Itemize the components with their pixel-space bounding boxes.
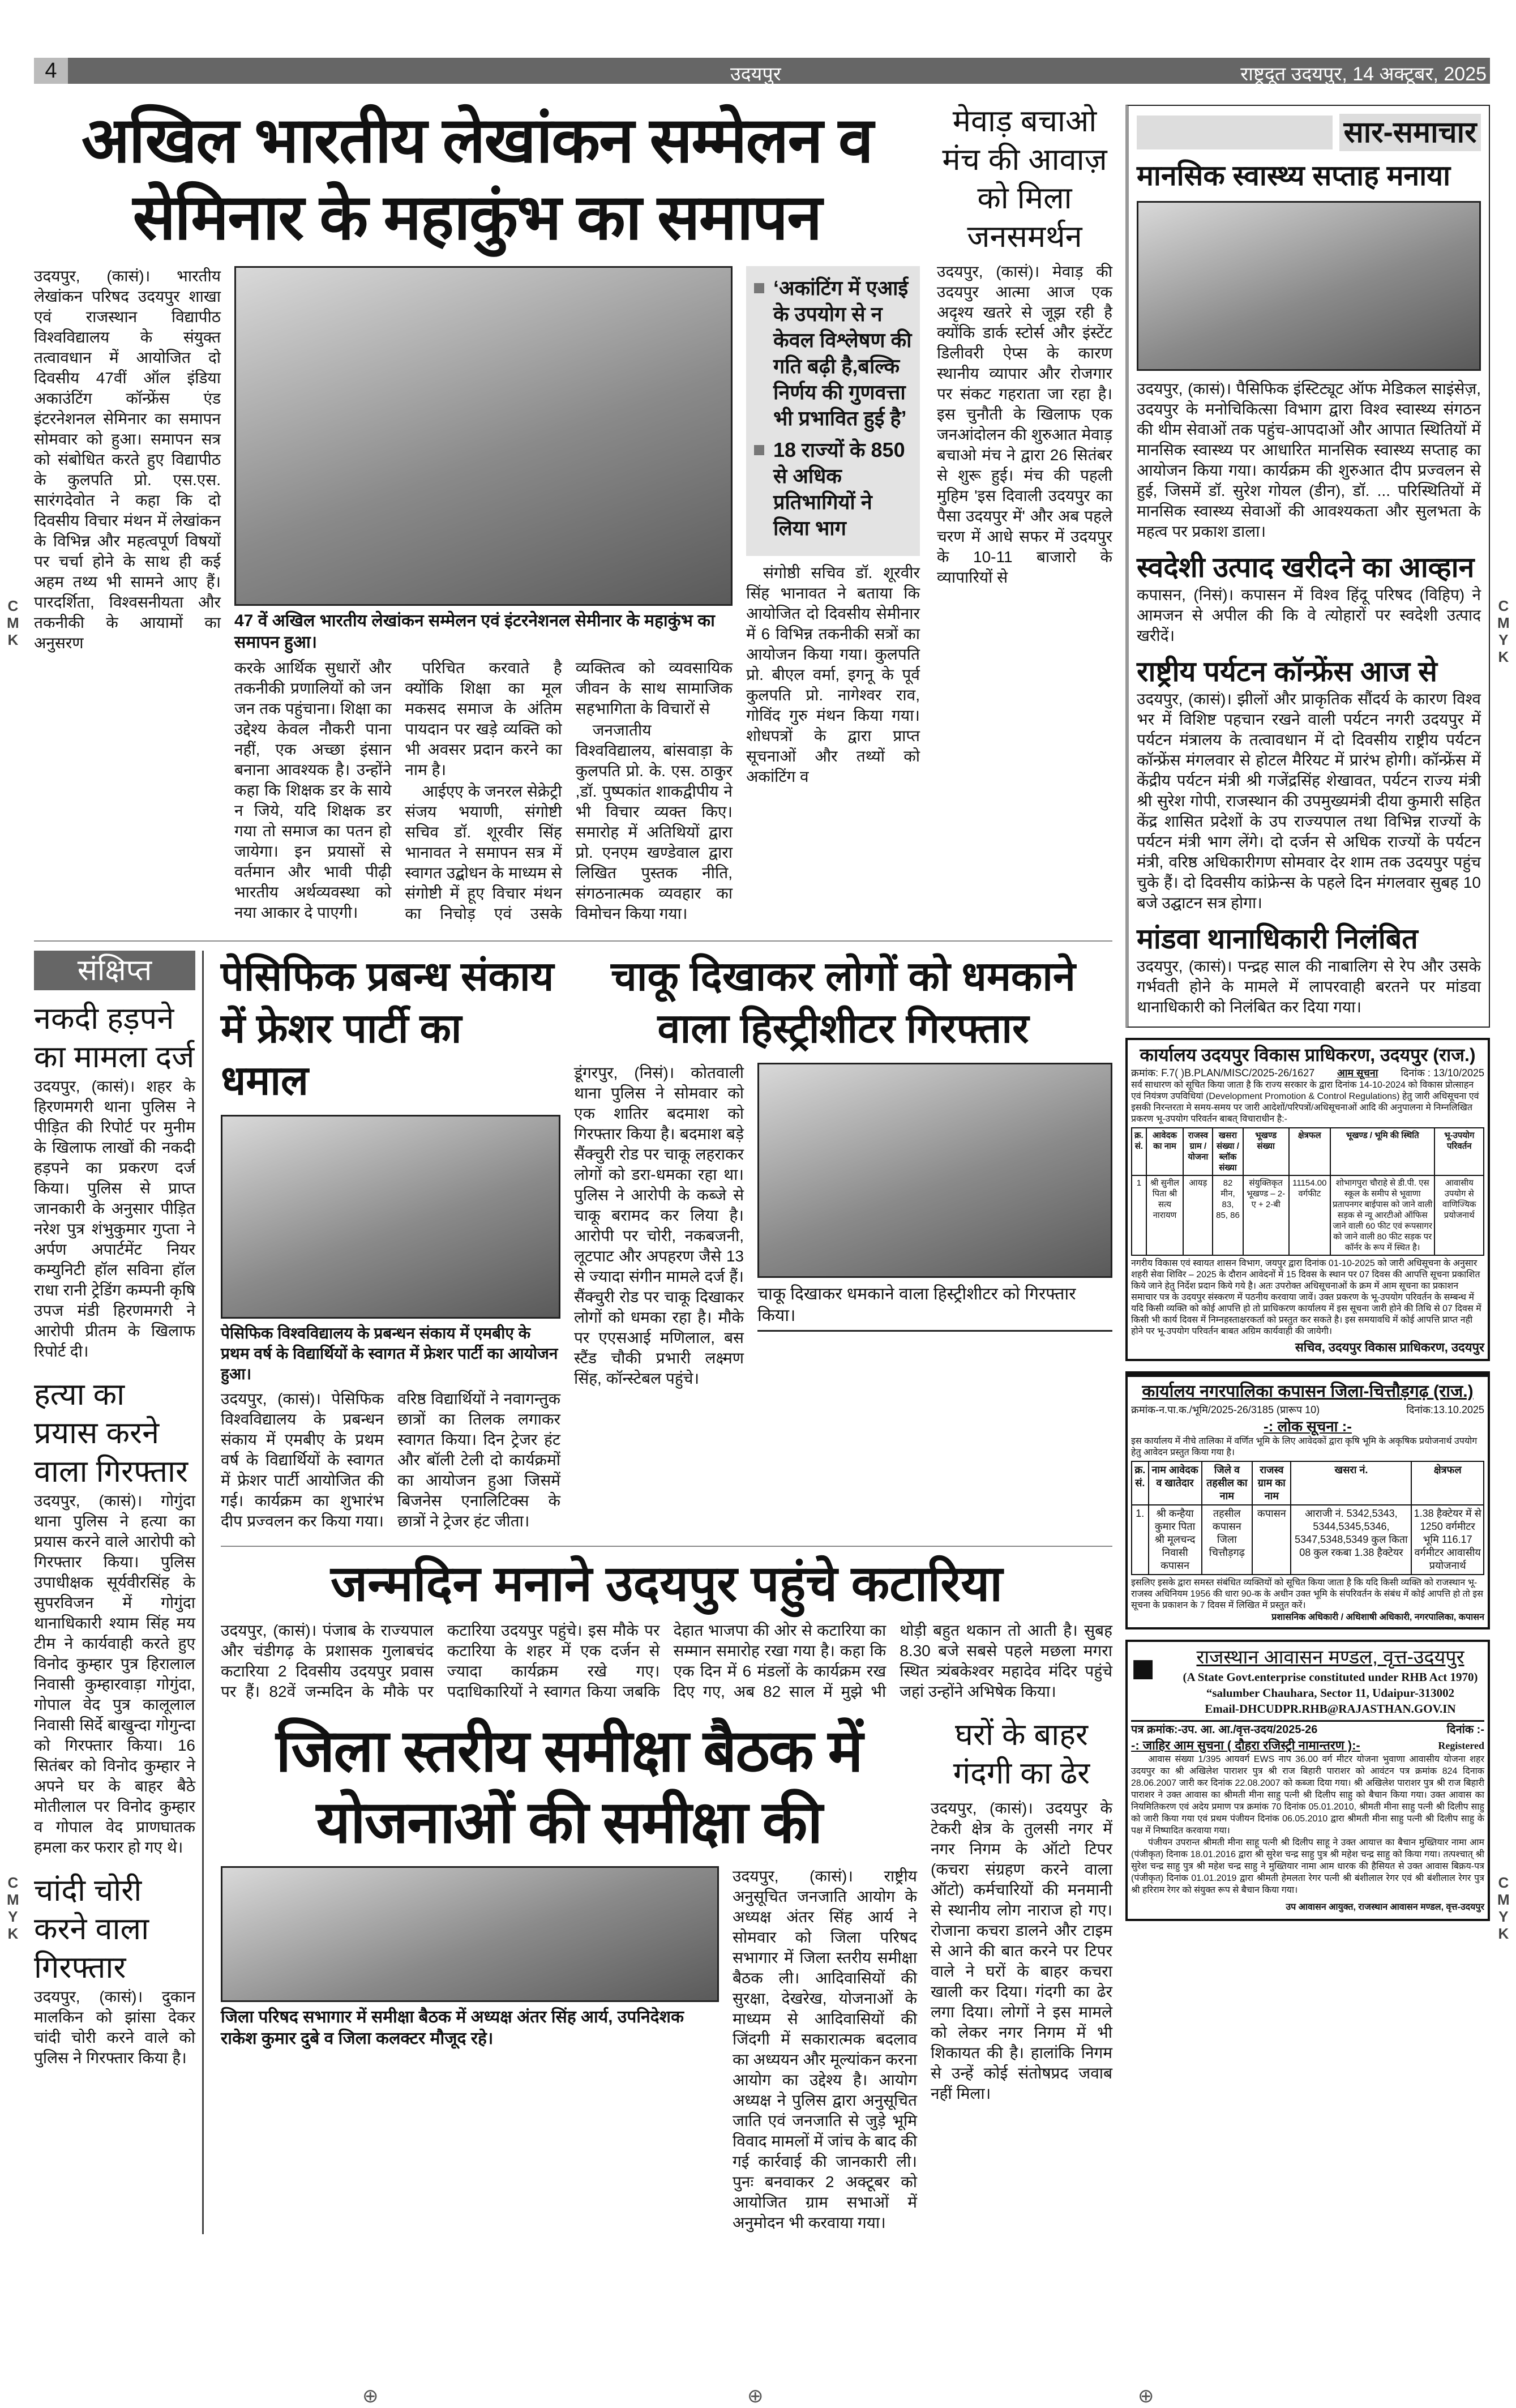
- table-header-cell: भूखण्ड संख्या: [1243, 1128, 1289, 1175]
- sankshipt-list: [34, 951, 204, 2235]
- uda-ad-table: [1131, 1127, 1484, 1256]
- table-cell: आवासीय उपयोग से वाणिज्यिक प्रयोजनार्थ: [1434, 1175, 1484, 1255]
- cmyk-mark-left-top: C M K: [7, 597, 19, 648]
- kapasan-ad-title: कार्यालय नगरपालिका कपासन जिला-चित्तौड़गढ़ (राज.): [1142, 1382, 1474, 1401]
- lead-body-1: करके आर्थिक सुधारों और तकनीकी प्रणालियों को जन जन तक पहुंचाना। शिक्षा का उद्देश्य केवल नौकरी पाना नहीं, एक अच्छा इंसान बनाना आवश्यक है। उन्होंने कहा कि शिक्षक डर के साये न जिये, यदि शिक्षक डर गया तो समाज का पतन हो जायेगा। इन प्रयासों से वर्तमान और भावी पीढ़ी भारतीय अर्थव्यवस्था को नया आकार दे पाएगी।: [234, 659, 392, 921]
- brief-headline: चांदी चोरी करने वाला गिरफ्तार: [34, 1873, 149, 1984]
- garbage-headline: घरों के बाहर गंदगी का ढेर: [953, 1718, 1090, 1791]
- knife-story: [574, 951, 1112, 1532]
- brief-headline: हत्या का प्रयास करने वाला गिरफ्तार: [34, 1377, 189, 1489]
- brief-headline: नकदी हड़पने का मामला दर्ज: [34, 1001, 195, 1074]
- pull-quote-1: ‘अकांटिंग में एआई के उपयोग से न केवल विश्लेषण की गति बढ़ी है,बल्कि निर्णय की गुणवत्ता भी प्रभावित हुई है’: [773, 276, 912, 430]
- table-cell: कपासन: [1252, 1505, 1291, 1575]
- review-headline-line-2: योजनाओं की समीक्षा की: [316, 1790, 822, 1856]
- section-name: उदयपुर: [730, 63, 781, 85]
- table-cell: संयुक्तिकृत भूखण्ड – 2-ए + 2-बी: [1243, 1175, 1289, 1255]
- pacific-photo: [221, 1115, 560, 1319]
- lead-body-3: आईएए के जनरल सेक्रेट्री संजय भयाणी, संगोष्टी सचिव डॉ. शूरवीर सिंह भानावत ने समापन सत्र में स्वागत उद्बोधन के माध्यम से संगोष्टी में हूए विचार मंथन का निचोड़ एवं उसके व्यक्तित्व को व्यवसायिक जीवन के साथ सामाजिक सहभागिता के विचारों से: [405, 659, 733, 922]
- swadeshi-headline: स्वदेशी उत्पाद खरीदने का आव्हान: [1137, 551, 1475, 583]
- lead-body-2: परिचित करवाते है क्योंकि शिक्षा का मूल मकसद समाज के अंतिम पायदान पर खड़े व्यक्ति को भी अवसर प्रदान करने का नाम है।: [405, 659, 562, 779]
- mewar-headline: मेवाड़ बचाओ मंच की आवाज़ को मिला जनसमर्थन: [942, 104, 1107, 254]
- uda-ad-footer: नगरीय विकास एवं स्वायत शासन विभाग, जयपुर द्वारा दिनांक 01-10-2025 को जारी अधिसूचना के अनुसार शहरी सेवा शिविर – 2025 के दौरान आवेदनों में 15 दिवस के स्थान पर 07 दिवस की आपत्ति सूचना प्रकाशित किये जाने हेतु निर्देश प्रदान किये गये है। अतः उपरोक्त अधिसूचनाओं के क्रम में आम सूचना का प्रकाशन समाचार पत्र के उदयपुर संस्करण में पठनीय करवाया जावें। उक्त प्रकरण के भू-उपयोग परिवर्तन के सम्बन्ध में यदि किसी व्यक्ति को कोई आपत्ति हो तो प्राधिकरण कार्यालय में इस सूचना जारी होने की तिथि से 07 दिवस में किसी भी कार्य दिवस में निम्नहस्ताक्षरकर्ता को प्रस्तुत कर सकते है। इस समयावधि में कोई आपत्ति प्राप्त नही होने पर भू-उपयोग परिवर्तन बाबत अग्रिम कार्यवाही की जायेगी।: [1131, 1259, 1481, 1336]
- lead-story: [34, 102, 920, 925]
- tourism-text: उदयपुर, (कासं)। झीलों और प्राकृतिक सौंदर्य के कारण विश्व भर में विशिष्ट पहचान रखने वाली पर्यटन नगरी उदयपुर में पर्यटन मंत्रालय के तत्वावधान में दो दिवसीय राष्ट्रीय पर्यटन कॉन्फ्रेंस मंगलवार से होटल मैरियट में प्रारंभ होगी। कॉन्फ्रेंस में केंद्रीय पर्यटन मंत्री श्री गजेंद्रसिंह शेखावत, पर्यटन राज्य मंत्री श्री सुरेश गोपी, राजस्थान की उपमुख्यमंत्री दीया कुमारी सहित केंद्र शासित प्रदेशों के उप राज्यपाल तथा विभिन्न राज्यों के पर्यटन मंत्री भाग लेंगे। दो दर्जन से अधिक राज्यों के पर्यटन मंत्री, वरिष्ठ अधिकारीगण सोमवार देर शाम तक उदयपुर पहुंच चुके हैं। दो दिवसीय कांफ्रेन्स के पहले दिन मंगलवार सुबह 10 बजे उद्घाटन सत्र होगा।: [1137, 690, 1481, 912]
- rhb-ad-address: “salumber Chauhara, Sector 11, Udaipur-313002: [1206, 1686, 1455, 1700]
- swadeshi-body: [1137, 585, 1481, 646]
- row-pacific-knife: [221, 951, 1112, 1532]
- table-header-cell: राजस्व ग्राम / योजना: [1183, 1128, 1213, 1175]
- rhb-ad-subtitle: (A State Govt.enterprise constituted under RHB Act 1970): [1183, 1670, 1478, 1684]
- lower-section: [34, 940, 1112, 2235]
- review-text: उदयपुर, (कासं)। राष्ट्रीय अनुसूचित जनजाति आयोग के अध्यक्ष अंतर सिंह आर्य ने सोमवार को जिला परिषद सभागार में जिला स्तरीय समीक्षा बैठक ली। आदिवासियों की सुरक्षा, देखरेख, योजनाओं के माध्यम से आदिवासियों की जिंदगी में सकारात्मक बदलाव का अध्ययन और मूल्यांकन करना आयोग का उद्देश्य है। आयोग अध्यक्ष ने पुलिस द्वारा अनुसूचित जाति एवं जनजाति से जुड़े भूमि विवाद मामलों में जांच के बाद की गई कार्रवाई की जानकारी ली। पुनः बनवाकर 2 अक्टूबर को आयोजित ग्राम सभाओं में अनुमोदन भी करवाया गया।: [733, 1867, 917, 2232]
- review-caption: जिला परिषद सभागार में समीक्षा बैठक में अध्यक्ष अंतर सिंह आर्य, उपनिदेशक राकेश कुमार दुबे व जिला कलक्टर मौजूद रहे।: [221, 2008, 684, 2048]
- brief-body: उदयपुर, (कासं)। शहर के हिरणमगरी थाना पुलिस ने पीड़ित की रिपोर्ट पर मुनीम के खिलाफ लाखों की नकदी हड़पने का प्रकरण दर्ज किया। पुलिस से प्राप्त जानकारी के अनुसार पीड़ित नरेश पुत्र शंभुकुमार गुप्ता ने अर्पण अपार्टमेंट नियर कम्युनिटी हॉल सविना हॉल राधा रानी ट्रेडिंग कम्पनी कृषि उपज मंडी हिरणमगरी ने आरोपी प्रीतम के खिलाफ रिपोर्ट दी।: [34, 1077, 195, 1360]
- table-cell: तहसील कपासन जिला चित्तौड़गढ़: [1202, 1505, 1253, 1575]
- table-header-cell: क्षेत्रफल: [1411, 1461, 1484, 1505]
- knife-text: डूंगरपुर, (निसं)। कोतवाली थाना पुलिस ने सोमवार को एक शातिर बदमाश को गिरफ्तार किया है। बदमाश बड़े सैंक्चुरी रोड पर चाकू लहराकर लोगों को डरा-धमका रहा था। पुलिस ने आरोपी के कब्जे से चाकू बरामद कर लिया है। आरोपी पर चोरी, नकबजनी, लूटपाट और अपहरण जैसे 13 से ज्यादा संगीन मामले दर्ज हैं। सैंक्चुरी रोड पर चाकू दिखाकर लोगों को धमका रहा है। मौके पर एएसआई मणिलाल, बस स्टैंड चौकी प्रभारी लक्ष्मण सिंह, कॉन्स्टेबल पहुंचे।: [574, 1063, 744, 1387]
- kapasan-ad-footer: इसलिए इसके द्वारा समस्त संबंधित व्यक्तियों को सूचित किया जाता है कि यदि किसी व्यक्ति को राजस्थान भू-राजस्व अधिनियम 1956 की धारा 90-क के अधीन उक्त भूमि के संपरिवर्तन के संबंध में कोई आपत्ति हो तो इस सूचना के प्रकाशन के 7 दिवस में लिखित में प्रस्तुत करें।: [1131, 1578, 1484, 1610]
- uda-ad-ref: क्रमांक: F.7( )B.PLAN/MISC/2025-26/1627: [1131, 1067, 1315, 1079]
- lead-photo-caption: 47 वें अखिल भारतीय लेखांकन सम्मेलन एवं इंटरनेशनल सेमीनार के महाकुंभ का समापन हुआ।: [234, 611, 715, 652]
- table-header-cell: भू-उपयोग परिवर्तन: [1434, 1128, 1484, 1175]
- brief-body: उदयपुर, (कासं)। दुकान मालकिन को झांसा देकर चांदी चोरी करने वाले को पुलिस ने गिरफ्तार किया है।: [34, 1987, 195, 2067]
- kataria-story: [221, 1546, 1112, 1703]
- tourism-body: [1137, 689, 1481, 913]
- review-headline: [221, 1716, 917, 1858]
- kataria-body: [221, 1620, 1112, 1703]
- pacific-story: [221, 951, 560, 1532]
- sankshipt-tag: संक्षिप्त: [34, 951, 195, 990]
- kapasan-ad-notice: -: लोक सूचना :-: [1264, 1418, 1352, 1435]
- lead-left-column: [34, 266, 221, 925]
- table-cell: 1.38 हैक्टेयर में से 1250 वर्गमीटर भूमि 116.17 वर्गमीटर आवासीय प्रयोजनार्थ: [1411, 1505, 1484, 1575]
- pull-quote-2: 18 राज्यों के 850 से अधिक प्रतिभागियों ने लिया भाग: [773, 438, 905, 540]
- table-header-cell: जिले व तहसील का नाम: [1202, 1461, 1253, 1505]
- pacific-text: उदयपुर, (कासं)। पेसिफिक विश्वविद्यालय के प्रबन्धन संकाय में एमबीए के प्रथम वर्ष के विद्यार्थियों के स्वागत में फ्रेशर पार्टी आयोजित की गई। कार्यक्रम का शुभारंभ दीप प्रज्वलन कर किया गया। वरिष्ठ विद्यार्थियों ने नवागन्तुक छात्रों का तिलक लगाकर स्वागत किया। दिन ट्रेजर हंट और बॉली टेली दो कार्यक्रमों का आयोजन हुआ जिसमें बिजनेस एनालिटिक्स के छात्रों ने ट्रेजर हंट जीता।: [221, 1389, 560, 1530]
- uda-public-notice-ad: [1125, 1038, 1490, 1361]
- bullet-icon: [754, 283, 764, 293]
- page-header-bar: [34, 58, 1490, 84]
- pacific-body: [221, 1389, 560, 1532]
- dateline: राष्ट्रदूत उदयपुर, 14 अक्टूबर, 2025: [1240, 63, 1487, 85]
- uda-ad-title: कार्यालय उदयपुर विकास प्राधिकरण, उदयपुर (राज.): [1140, 1045, 1476, 1065]
- kataria-text: उदयपुर, (कासं)। पंजाब के राज्यपाल और चंडीगढ़ के प्रशासक गुलाबचंद कटारिया 2 दिवसीय उदयपुर प्रवास पर हैं। 82वें जन्मदिन के मौके पर कटारिया उदयपुर पहुंचे। इस मौके पर कटारिया के शहर में एक दर्जन से ज्यादा कार्यक्रम रखे गए। पदाधिकारियों ने स्वागत किया जबकि देहात भाजपा की ओर से कटारिया का सम्मान समारोह रखा गया है। कहा कि एक दिन में 6 मंडलों के कार्यक्रम रख दिए गए, अब 82 साल में मुझे भी थोड़ी बहुत थकान तो आती है। सुबह 8.30 बजे सबसे पहले मछला मगरा स्थित त्र्यंबकेश्वर महादेव मंदिर पहुंचे जहां उन्होंने अभिषेक किया।: [221, 1621, 1112, 1700]
- table-cell: 1: [1132, 1175, 1146, 1255]
- kapasan-ad-signatory: प्रशासनिक अधिकारी / अधिशाषी अधिकारी, नगरपालिका, कपासन: [1271, 1613, 1484, 1622]
- table-header-cell: क्र. सं.: [1132, 1461, 1149, 1505]
- mandwa-text: उदयपुर, (कासं)। पन्द्रह साल की नाबालिग से रेप और उसके गर्भवती होने के मामले में लापरवाही बरतने पर मांडवा थानाधिकारी को निलंबित कर दिया गया।: [1137, 957, 1481, 1016]
- table-header-cell: खसरा नं.: [1291, 1461, 1411, 1505]
- right-column: [1125, 105, 1490, 1921]
- kapasan-ad-ref: क्रमांक-न.पा.क./भूमि/2025-26/3185 (प्रारूप 10): [1131, 1404, 1320, 1415]
- table-cell: आराजी नं. 5342,5343, 5344,5345,5346, 5347,5348,5349 कुल किता 08 कुल रकबा 1.38 हैक्टेयर: [1291, 1505, 1411, 1575]
- lead-body-5-wrap: [746, 563, 920, 787]
- brief-item: [34, 1375, 195, 1858]
- review-story: [221, 1716, 917, 2234]
- rhb-ad-title: राजस्थान आवासन मण्डल, वृत्त-उदयपुर: [1196, 1646, 1464, 1668]
- table-cell: 1.: [1132, 1505, 1149, 1575]
- lead-photo: [234, 266, 733, 606]
- lead-body-5: संगोष्ठी सचिव डॉ. शूरवीर सिंह भानावत ने बताया कि आयोजित दो दिवसीय सेमीनार में 6 विभिन्न तकनीकी सत्रों का आयोजन किया गया। कुलपति प्रो. बीएल वर्मा, इगनू के पूर्व कुलपति प्रो. नागेश्वर राव, गोविंद गुरु मंथन किया गया। शोधपत्रों के द्वारा प्राप्त सूचनाओं और तथ्यों को अकांटिंग व: [746, 564, 920, 785]
- review-photo: [221, 1866, 719, 2002]
- table-header-cell: राजस्व ग्राम का नाम: [1252, 1461, 1291, 1505]
- rhb-ad-body-2: पंजीयन उपरान्त श्रीमती मीना साहू पत्नी श्री दिलीप साहू ने उक्त आयात्त का बैचान मुख्तियार नामा आम (पंजीकृत) दिनाक 18.01.2016 द्वारा श्री सुरेश चन्द्र साहु पुत्र श्री महेश चन्द्र साहु को किया गया। तत्पश्चात् श्री सुरेश चन्द्र साहु पुत्र श्री महेश चन्द्र साहु ने मुख्तियार नामा आम धारक की हैसियत से उक्त आवास बिक्रय-पत्र (पंजीकृत) दिनांक 01.01.2019 द्वारा श्रीमती हेमलता रेगर पत्नी श्री बंशीलाल रेगर एवं श्री बंशीलाल रेगर पुत्र श्री हरिराम रेगर को संयुक्त रूप से बैचान किया गया।: [1131, 1838, 1484, 1895]
- rhb-ad-date: दिनांक :-: [1446, 1723, 1484, 1736]
- swadeshi-text: कपासन, (निसं)। कपासन में विश्व हिंदू परिषद (विहिप) ने आमजन से अपील की कि वे त्योहारों पर स्वदेशी उत्पाद खरीदें।: [1137, 586, 1481, 644]
- table-cell: शोभागपुरा चौराहे से डी.पी. एस स्कूल के समीप से भूवाणा प्रतापनगर बाईपास को जाने वाली सड़क से न्यू आरटीओ ऑफिस जाने वाली 60 फीट एवं रूपसागर को जाने वाली 80 फीट सड़क पर कॉर्नर के रूप में स्थित है।: [1330, 1175, 1435, 1255]
- garbage-text: उदयपुर, (कासं)। उदयपुर के टेकरी क्षेत्र के तुलसी नगर में नगर निगम के ऑटो टिपर (कचरा संग्रहण करने वाला ऑटो) कर्मचारियों की मनमानी से स्थानीय लोग नाराज हो गए। रोजाना कचरा डालने और टाइम से आने की बात करने पर टिपर वाले ने घरों के बाहर कचरा खाली कर दिया। गंदगी का ढेर लगा दिया। लोगों ने इस मामले को लेकर नगर निगम में भी शिकायत की है। हालांकि निगम से उन्हें कोई संतोषप्रद जवाब नहीं मिला।: [931, 1799, 1112, 2103]
- page-number: 4: [34, 58, 68, 84]
- table-header-cell: क्र. सं.: [1132, 1128, 1146, 1175]
- registration-target-icon: ⊕: [362, 2385, 379, 2407]
- bullet-icon: [754, 445, 764, 455]
- rhb-ad-ref: पत्र क्रमांक:-उप. आ. आ./वृत्त-उदय/2025-26: [1131, 1723, 1318, 1736]
- rhb-ad-signatory: उप आवासन आयुक्त, राजस्थान आवासन मण्डल, वृत्त-उदयपुर: [1286, 1902, 1484, 1912]
- uda-ad-date: दिनांक : 13/10/2025: [1401, 1067, 1484, 1079]
- kapasan-ad-table: [1131, 1461, 1484, 1575]
- lead-body-columns: [234, 658, 733, 925]
- pull-quote-box: [746, 266, 920, 556]
- rhb-ad-notice: -: जाहिर आम सुचना ( दौहरा रजिस्ट्री नामान्तरण ):-: [1131, 1738, 1360, 1752]
- mental-health-photo: [1137, 201, 1481, 371]
- mewar-body-text: उदयपुर, (कासं)। मेवाड़ की उदयपुर आत्मा आज एक अदृश्य खतरे से जूझ रही है क्योंकि डार्क स्टोर्स और इंस्टेंट डिलीवरी ऐप्स के कारण स्थानीय व्यापार और रोजगार पर संकट गहराता जा रहा है। इस चुनौती के खिलाफ एक जनआंदोलन की शुरुआत मेवाड़ बचाओ मंच ने द्वारा 26 सितंबर से शुरू हुई। मंच की पहली मुहिम 'इस दिवाली उदयपुर का पैसा उदयपुर में' और अब पहले चरण में आधे सफर में उदयपुर के 10-11 बाजारो के व्यापारियों से: [937, 263, 1112, 586]
- mental-health-body: [1137, 379, 1481, 542]
- uda-ad-signatory: सचिव, उदयपुर विकास प्राधिकरण, उदयपुर: [1295, 1340, 1484, 1354]
- knife-body: [574, 1063, 744, 1390]
- lead-center: [234, 266, 733, 925]
- lead-section: [34, 102, 1112, 925]
- uda-ad-intro: सर्व साधारण को सूचित किया जाता है कि राज्य सरकार के द्वारा दिनांक 14-10-2024 को विकास प्रोत्साहन एवं नियंत्रण उपविधियां (Development Promotion & Control Regulations) हेतु जारी अधिसूचना एवं इसकी निरन्तरता मे समय-समय पर जारी आदेशों/परिपत्रों/अधिसूचनाओं आदि की अनुपालना मे निम्नलिखित प्रकरण भू-उपयोग परिवर्तन बाबत् विचाराधीन है:-: [1131, 1080, 1479, 1124]
- cmyk-mark-left-bottom: C M Y K: [7, 1874, 19, 1942]
- main-area: [34, 102, 1112, 2234]
- table-cell: 82 मीन, 83, 85, 86: [1213, 1175, 1243, 1255]
- mandwa-body: [1137, 956, 1481, 1017]
- garbage-story: [931, 1716, 1112, 2234]
- kapasan-ad-date: दिनांक:13.10.2025: [1406, 1404, 1484, 1415]
- rhb-ad-body-1: आवास संख्या 1/395 आयवर्ग EWS नाप 36.00 वर्ग मीटर योजना भुवाणा आवासीय योजना शहर उदयपुर का श्री अखिलेश पाराशर पुत्र श्री राज बिहारी पाराशर को आवंटन पत्र क्रमांक 824 दिनाक 28.06.2007 जारी कर दिनांक 22.08.2007 को कब्जा दिया गया। श्री अखिलेश पाराशर पुत्र श्री राज बिहारी पाराशर ने उक्त आवास का श्रीमती मीना साहु पत्नी श्री दिलीप साहु को बैचान किया गया। उक्त आवास का नियमितिकरण एवं अदेय प्रमाण पत्र क्रमांक 70 दिनांक 05.01.2010, श्रीमती मीना साहु पत्नी श्री दिलीप साहु को जारी किया गया एवं प्रथम पंजीयन दिनांक 06.05.2010 द्वारा श्रीमती मीना साहु पत्नी श्री दिलीप साहु के पक्ष में निष्पादित करवाया गया।: [1131, 1755, 1485, 1836]
- table-cell: आयड़: [1183, 1175, 1213, 1255]
- registration-target-icon: ⊕: [747, 2385, 764, 2407]
- knife-caption: चाकू दिखाकर धमकाने वाला हिस्ट्रीशीटर को गिरफ्तार किया।: [757, 1284, 1112, 1332]
- tourism-headline: राष्ट्रीय पर्यटन कॉन्फ्रेंस आज से: [1137, 656, 1437, 687]
- table-cell: 11154.00 वर्गफीट: [1289, 1175, 1330, 1255]
- cmyk-mark-right-bottom: C M Y K: [1497, 1874, 1510, 1942]
- rhb-logo-icon: ■: [1131, 1646, 1155, 1690]
- lead-left-body: उदयपुर, (कासं)। भारतीय लेखांकन परिषद उदयपुर शाखा एवं राजस्थान विद्यापीठ विश्वविद्यालय के संयुक्त तत्वावधान में आयोजित दो दिवसीय 47वीं ऑल इंडिया अकाउंटिंग कॉन्फ्रेंस एंड इंटरनेशनल सेमिनार का समापन सोमवार को हुआ। समापन सत्र को संबोधित करते हुए विद्यापीठ के कुलपति प्रो. एस.एस. सारंगदेवोत ने कहा कि दो दिवसीय विचार मंथन में लेखांकन के विभिन्न और महत्वपूर्ण विषयों पर चर्चा होने के साथ ही कई अहम तथ्य भी सामने आए हैं। पारदर्शिता, विश्वसनीयता और तकनीकी के आयामों का अनुसरण: [34, 267, 221, 652]
- lower-right: [221, 951, 1112, 2235]
- table-header-cell: नाम आवेदक व खातेदार: [1149, 1461, 1202, 1505]
- table-header-cell: आवेदक का नाम: [1146, 1128, 1184, 1175]
- mewar-body: [937, 262, 1112, 588]
- lead-right-column: [746, 266, 920, 925]
- rhb-public-notice-ad: [1125, 1640, 1490, 1921]
- sar-samachar-tag: सार-समाचार: [1339, 114, 1481, 151]
- lead-headline-line-1: अखिल भारतीय लेखांकन सम्मेलन व: [81, 105, 873, 176]
- rhb-ad-registered: Registered: [1438, 1740, 1484, 1751]
- brief-item: [34, 1871, 195, 2068]
- mewar-story: [937, 102, 1112, 925]
- uda-ad-notice: आम सूचना: [1337, 1067, 1378, 1079]
- lead-headline: [34, 102, 920, 256]
- cmyk-mark-right-top: C M Y K: [1497, 597, 1510, 665]
- table-header-cell: क्षेत्रफल: [1289, 1128, 1330, 1175]
- sar-samachar-box: [1125, 105, 1490, 1028]
- tag-bar: [1137, 116, 1333, 149]
- brief-body: उदयपुर, (कासं)। गोगुंदा थाना पुलिस ने हत्या का प्रयास करने वाले आरोपी को गिरफ्तार किया। पुलिस उपाधीक्षक सूर्यवीरसिंह के सुपरविजन में गोगुंदा थानाधिकारी श्याम सिंह मय टीम ने कार्यवाही करते हुए विनोद कुम्हार पुत्र हिरालाल निवासी कुम्हारवाड़ा गोगुंदा, गोपाल वेद पुत्र कालूलाल निवासी सिर्दे बाखुन्दा गोगुन्दा को गिरफ्तार किया। 16 सितंबर को विनोद कुम्हार ने अपने घर के बाहर बैठे मोतीलाल पर विनोद कुम्हार व गोपाल वेद प्राणघातक हमला कर फरार हो गए थे।: [34, 1491, 195, 1856]
- brief-item: [34, 999, 195, 1362]
- kataria-headline: जन्मदिन मनाने उदयपुर पहुंचे कटारिया: [330, 1555, 1003, 1611]
- table-header-cell: खसरा संख्या / ब्लॉक संख्या: [1213, 1128, 1243, 1175]
- row-review-garbage: [221, 1716, 1112, 2234]
- mental-health-text: उदयपुर, (कासं)। पैसिफिक इंस्टिट्यूट ऑफ मेडिकल साइंसेज़, उदयपुर के मनोचिकित्सा विभाग द्वारा विश्व स्वास्थ्य संगठन की थीम सेवाओं तक पहुंच-आपदाओं और आपात स्थितियों में मानसिक स्वास्थ्य पर आधारित मानसिक स्वास्थ्य सप्ताह का आयोजन किया गया। कार्यक्रम की शुरुआत दीप प्रज्वलन से हुई, जिसमें डॉ. सुरेश गोयल (डीन), डॉ. ... परिस्थितियों में मानसिक स्वास्थ्य सेवाओं की आवश्यकता और सुलभता के महत्व पर प्रकाश डाला।: [1137, 380, 1481, 540]
- review-headline-line-1: जिला स्तरीय समीक्षा बैठक में: [276, 1718, 862, 1785]
- lead-headline-line-2: सेमिनार के महाकुंभ का समापन: [132, 182, 821, 253]
- lead-body-4: जनजातीय विश्वविद्यालय, बांसवाड़ा के कुलपति प्रो. के. एस. ठाकुर ,डॉ. पुष्पकांत शाकद्वीपीय ने भी विचार व्यक्त किए। समारोह में अतिथियों द्वारा प्रो. एनएम खण्डेवाल द्वारा लिखित पुस्तक नीति, संगठनात्मक व्यवहार का विमोचन किया गया।: [575, 721, 733, 922]
- table-header-cell: भूखण्ड / भूमि की स्थिति: [1330, 1128, 1435, 1175]
- knife-headline: चाकू दिखाकर लोगों को धमकाने वाला हिस्ट्रीशीटर गिरफ्तार: [611, 953, 1076, 1051]
- knife-photo: [757, 1063, 1112, 1278]
- table-cell: श्री सुनील पिता श्री सत्य नारायण: [1146, 1175, 1184, 1255]
- garbage-body: [931, 1798, 1112, 2104]
- rhb-ad-email: Email-DHCUDPR.RHB@RAJASTHAN.GOV.IN: [1205, 1702, 1456, 1716]
- table-cell: श्री कन्हैया कुमार पिता श्री मूलचन्द निवासी कपासन: [1149, 1505, 1202, 1575]
- pacific-headline: पेसिफिक प्रबन्ध संकाय में फ्रेशर पार्टी का धमाल: [221, 953, 554, 1104]
- kapasan-ad-intro: इस कार्यालय में नीचे तालिका में वर्णित भूमि के लिए आवेदकों द्वारा कृषि भूमि के अकृषिक प्रयोजनार्थ उपयोग हेतु आवेदन प्रस्तुत किया गया है।: [1131, 1436, 1478, 1457]
- review-body: [733, 1866, 917, 2234]
- kapasan-public-notice-ad: [1125, 1371, 1490, 1629]
- mandwa-headline: मांडवा थानाधिकारी निलंबित: [1137, 923, 1418, 955]
- pacific-caption: पेसिफिक विश्वविद्यालय के प्रबन्धन संकाय में एमबीए के प्रथम वर्ष के विद्यार्थियों के स्वागत में फ्रेशर पार्टी का आयोजन हुआ।: [221, 1324, 558, 1383]
- mental-health-headline: मानसिक स्वास्थ्य सप्ताह मनाया: [1137, 160, 1451, 191]
- registration-target-icon: ⊕: [1138, 2385, 1154, 2407]
